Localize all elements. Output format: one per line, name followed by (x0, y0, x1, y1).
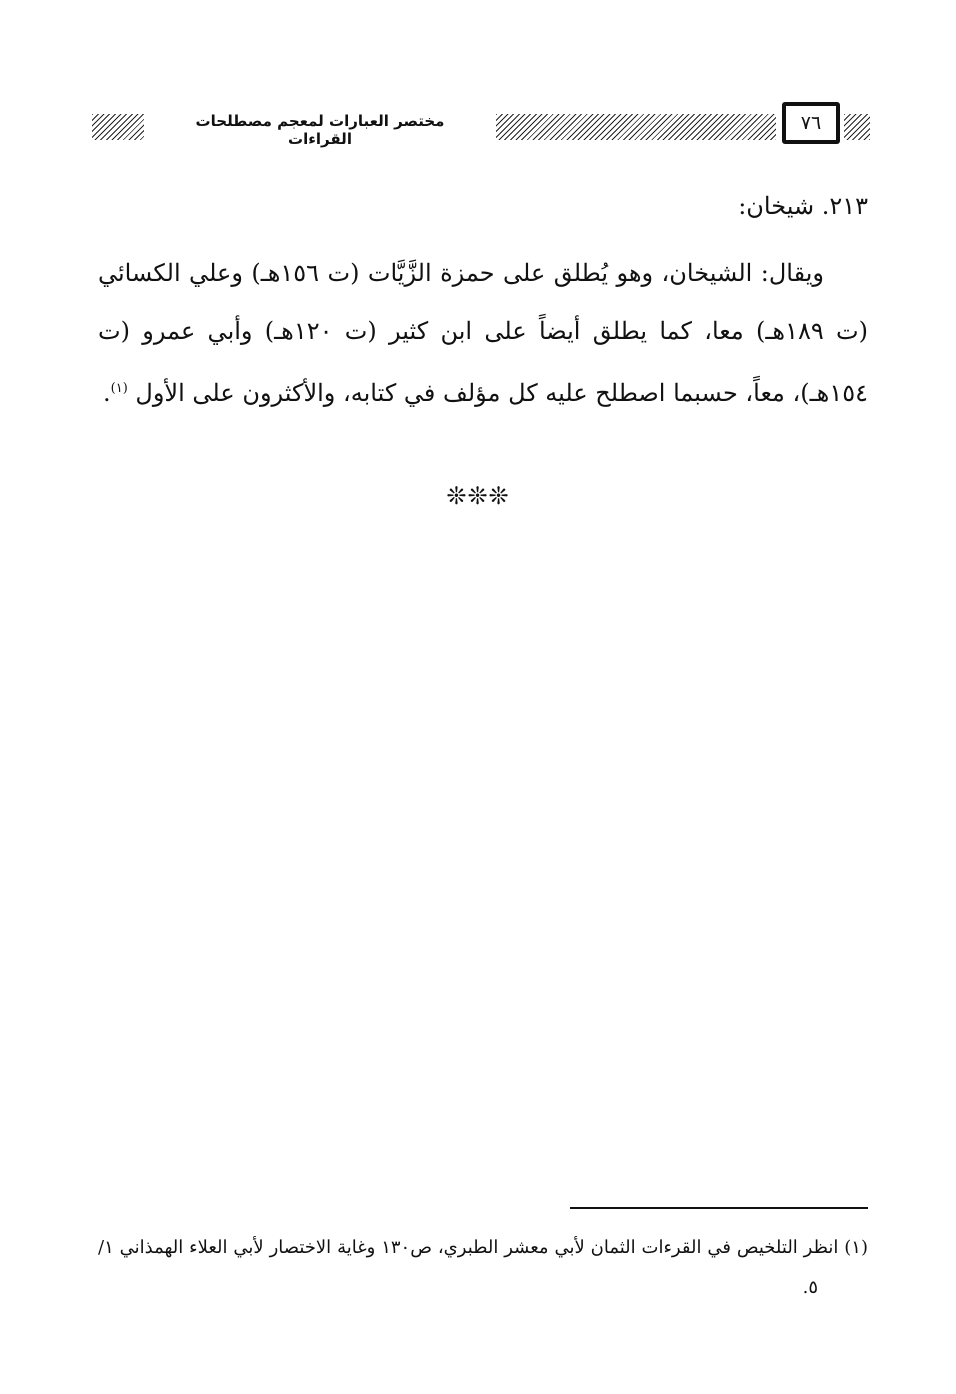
header-ornament-right (844, 114, 870, 140)
entry-body (98, 244, 868, 422)
footnotes (98, 1228, 868, 1308)
entry-text: ويقال: الشيخان، وهو يُطلق على حمزة الزَّيَّات (ت ١٥٦هـ) وعلي الكسائي (ت ١٨٩هـ) معا، كما يطلق أيضاً على ابن كثير (ت ١٢٠هـ) وأبي عمرو (ت ١٥٤هـ)، معاً، حسبما اصطلح عليه كل مؤلف في كتابه، والأكثرون على الأول (98, 259, 868, 407)
page-number: ٧٦ (782, 102, 840, 144)
running-title: مختصر العبارات لمعجم مصطلحات القراءات (195, 112, 445, 148)
entry-end-period: . (102, 379, 111, 407)
header-ornament-middle (496, 114, 776, 140)
entry-paragraph (98, 244, 868, 422)
section-separator: ❊❊❊ (446, 482, 510, 510)
footnote-reference[interactable]: (١) (110, 381, 128, 396)
header-ornament-left (92, 114, 144, 140)
footnote-divider (570, 1207, 868, 1209)
entry-heading: ٢١٣. شيخان: (738, 192, 868, 220)
page-header (92, 102, 870, 152)
footnote-item: (١) انظر التلخيص في القرءات الثمان لأبي معشر الطبري، ص١٣٠ وغاية الاختصار لأبي العلاء الهمذاني ١/ ٥. (98, 1237, 868, 1298)
